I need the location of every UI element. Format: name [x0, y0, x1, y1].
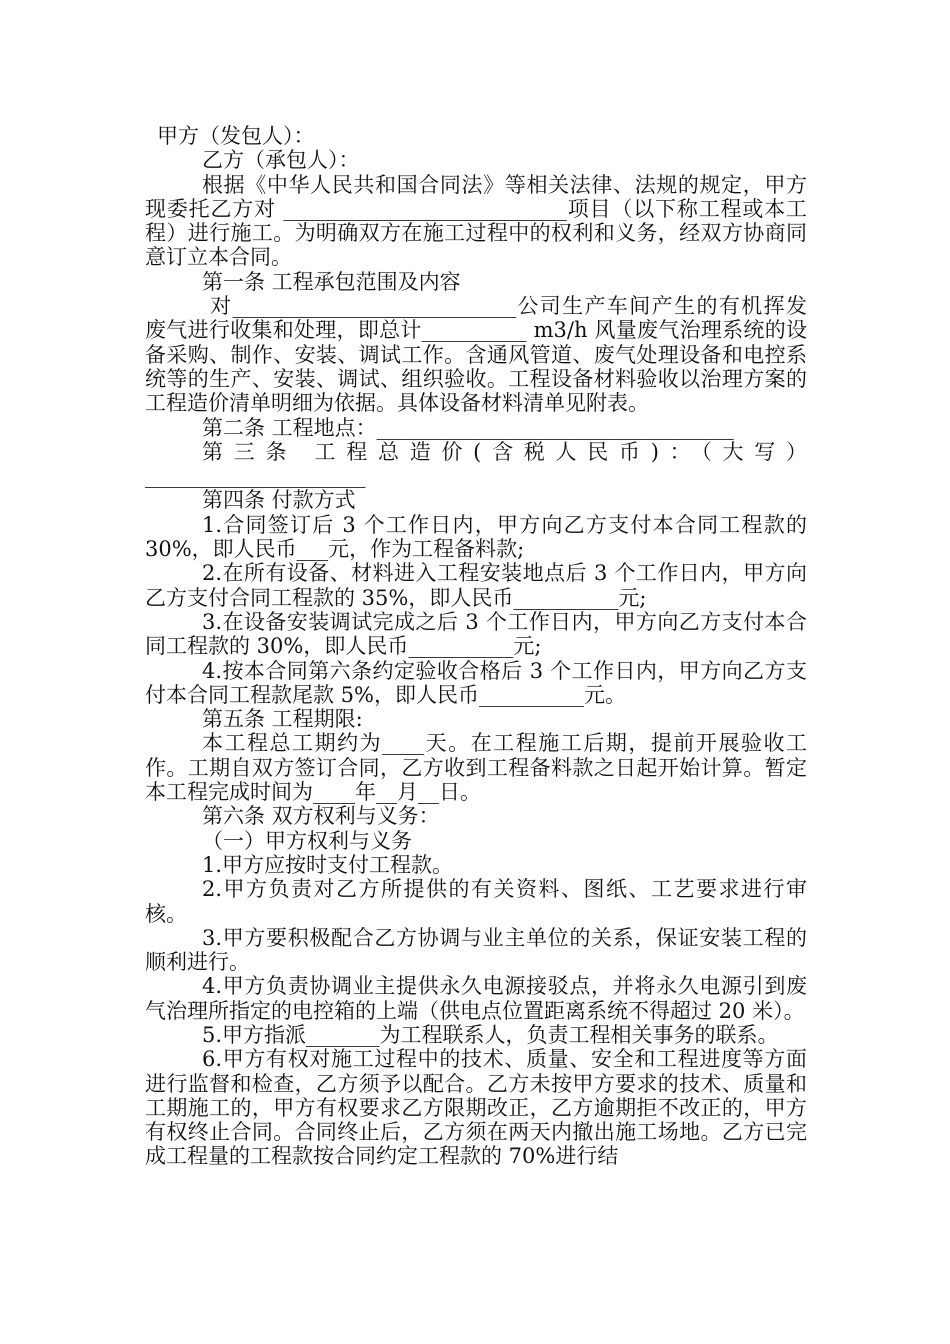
article-2-heading: 第二条 工程地点：__________________________________ — [202, 415, 734, 440]
article-4-heading: 第四条 付款方式 — [202, 488, 356, 513]
duty-item-6: 6.甲方有权对施工过程中的技术、质量、安全和工程进度等方面进行监督和检查，乙方须予以配合。乙方未按甲方要求的技术、质量和工期施工的，甲方有权要求乙方限期改正，乙方逾期拒不改正的，甲方有权终止合同。合同终止后，乙方须在两天内撤出施工场地。乙方已完成工程量的工程款按合同约定工程款的 70%进行结 — [145, 1047, 807, 1169]
duty-item-2: 2.甲方负责对乙方所提供的有关资料、图纸、工艺要求进行审核。 — [145, 877, 807, 926]
payment-item-1: 1.合同签订后 3 个工作日内，甲方向乙方支付本合同工程款的 30%，即人民币___元，作为工程备料款; — [145, 512, 814, 562]
article-5-heading: 第五条 工程期限: — [202, 707, 363, 732]
party-b-line: 乙方（承包人）： — [202, 148, 360, 173]
preamble-paragraph: 根据《中华人民共和国合同法》等相关法律、法规的规定，甲方现委托乙方对 ___________________________项目（以下称工程或本工程）进行施工。为明确双方在施工过程中的权利和义务，经双方协商同意订立本合同。 — [145, 172, 807, 270]
article-3-heading: 第三条 工程总造价(含税人民币)：（大写）_____________________ — [145, 439, 807, 489]
duty-item-4: 4.甲方负责协调业主提供永久电源接驳点，并将永久电源引到废气治理所指定的电控箱的上端（供电点位置距离系统不得超过 20 米）。 — [145, 974, 807, 1023]
article-1-heading: 第一条 工程承包范围及内容 — [202, 269, 461, 294]
article-5-paragraph: 本工程总工期约为____天。在工程施工后期，提前开展验收工作。工期自双方签订合同，乙方收到工程备料款之日起开始计算。暂定本工程完成时间为____年__月__日。 — [145, 731, 807, 805]
article-1-paragraph: 对___________________________公司生产车间产生的有机挥发废气进行收集和处理，即总计__________ m3/h 风量废气治理系统的设备采购、制作、安装、调试工作。含通风管道、废气处理设备和电控系统等的生产、安装、调试、组织验收。工程设备材料验收以治理方案的工程造价清单明细为依据。具体设备材料清单见附表。 — [145, 294, 808, 416]
party-a-duties-heading: （一）甲方权利与义务 — [202, 828, 412, 853]
article-6-heading: 第六条 双方权利与义务： — [202, 804, 440, 829]
duty-item-3: 3.甲方要积极配合乙方协调与业主单位的关系，保证安装工程的顺利进行。 — [145, 925, 807, 975]
party-a-line: 甲方（发包人）： — [157, 124, 315, 148]
contract-body — [145, 124, 814, 1169]
payment-item-4: 4.按本合同第六条约定验收合格后 3 个工作日内，甲方向乙方支付本合同工程款尾款 5%，即人民币__________元。 — [145, 658, 807, 707]
duty-item-5: 5.甲方指派_______为工程联系人，负责工程相关事务的联系。 — [202, 1022, 779, 1047]
payment-item-2: 2.在所有设备、材料进入工程安装地点后 3 个工作日内，甲方向乙方支付合同工程款的 35%，即人民币__________元; — [145, 561, 807, 610]
payment-item-3: 3.在设备安装调试完成之后 3 个工作日内，甲方向乙方支付本合同工程款的 30%，即人民币__________元; — [145, 609, 807, 659]
duty-item-1: 1.甲方应按时支付工程款。 — [202, 852, 454, 877]
